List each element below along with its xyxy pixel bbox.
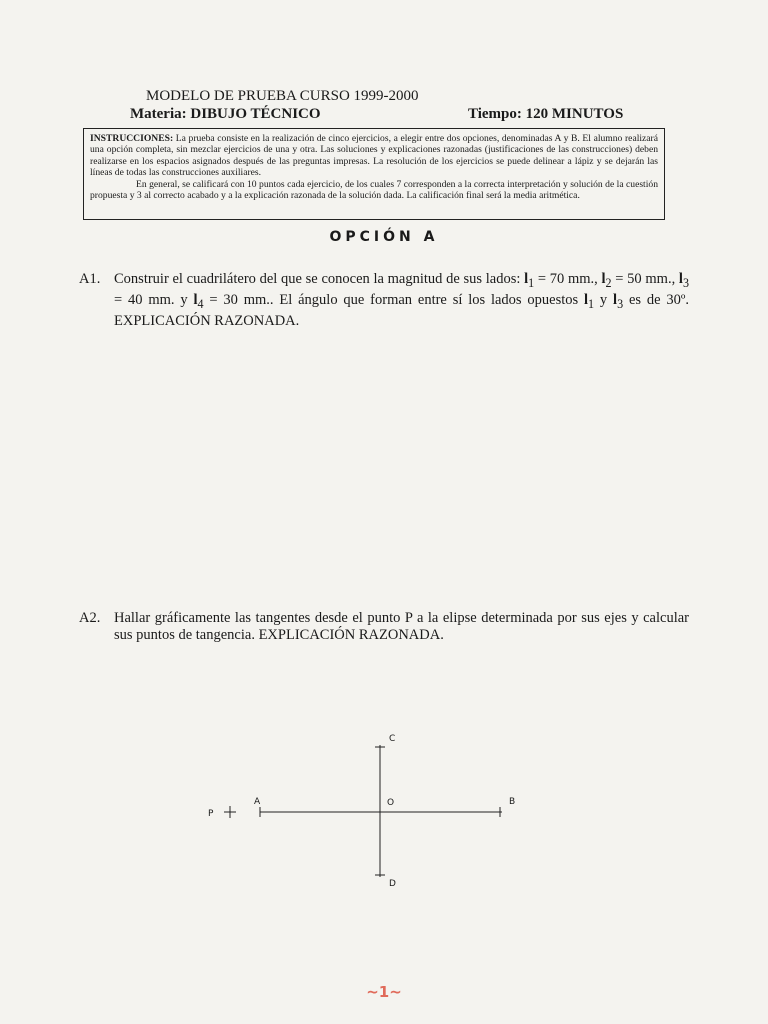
page-number: ~1~ <box>366 983 402 1001</box>
label-o: O <box>387 798 395 808</box>
side-symbol: l <box>193 291 198 308</box>
question-text <box>114 271 689 330</box>
point-p-label: P <box>208 809 214 819</box>
instructions-paragraph-1 <box>90 133 658 179</box>
question-a1 <box>79 271 689 331</box>
instructions-label: INSTRUCCIONES: <box>90 133 174 144</box>
label-b: B <box>509 797 516 807</box>
text-segment: y <box>594 291 614 308</box>
question-text: Hallar gráficamente las tangentes desde el punto P a la elipse determinada por sus ejes y calcular sus puntos de tangencia. EXPLICACIÓN RAZONADA. <box>114 610 689 643</box>
question-number: A2. <box>79 610 101 626</box>
text-segment: = 40 mm. y <box>114 291 194 308</box>
option-heading: OPCIÓN A <box>329 229 439 245</box>
instructions-paragraph-2: En general, se calificará con 10 puntos cada ejercicio, de los cuales 7 corresponden a la correcta interpretación y solución de la cuestión propuesta y 3 al correcto acabado y a la explicación razonada de la solución dada. La calificación final será la media aritmética. <box>90 178 658 202</box>
question-number: A1. <box>79 271 101 287</box>
text-segment: Construir el cuadrilátero del que se conocen la magnitud de sus lados: <box>114 271 525 287</box>
question-a2 <box>79 610 689 650</box>
side-symbol: l <box>601 271 606 287</box>
side-index: 1 <box>588 296 595 311</box>
text-segment: = 30 mm.. El ángulo que forman entre sí los lados opuestos <box>203 291 585 308</box>
text-segment: = 50 mm., <box>611 271 679 287</box>
side-symbol: l <box>613 291 618 308</box>
label-a: A <box>254 797 261 807</box>
side-index: 1 <box>528 275 535 290</box>
instructions-box <box>83 128 665 220</box>
side-symbol: l <box>524 271 529 287</box>
subject-line: Materia: DIBUJO TÉCNICO <box>130 106 321 122</box>
ellipse-axes-figure <box>190 725 530 895</box>
exam-title: MODELO DE PRUEBA CURSO 1999-2000 <box>146 88 419 104</box>
side-index: 4 <box>197 296 204 311</box>
instructions-text-1: La prueba consiste en la realización de cinco ejercicios, a elegir entre dos opciones, denominadas A y B. El alumno realizará una opción completa, sin mezclar ejercicios de una y otra. Las soluciones y explicaciones razonadas (justificaciones de las construcciones) deben realizarse en los espacios asignados después de las preguntas impresas. La resolución de los ejercicios se puede delinear a lápiz y se dejarán las líneas de todas las construcciones auxiliares. <box>90 133 658 179</box>
time-limit: Tiempo: 120 MINUTOS <box>468 106 624 122</box>
text-segment: es de 30º. EXPLICACIÓN RAZONADA. <box>114 291 690 329</box>
label-c: C <box>389 734 396 744</box>
label-d: D <box>389 879 396 889</box>
side-index: 3 <box>682 275 689 290</box>
side-symbol: l <box>584 291 589 308</box>
side-index: 3 <box>617 296 624 311</box>
text-segment: = 70 mm., <box>534 271 602 287</box>
side-symbol: l <box>678 271 683 287</box>
side-index: 2 <box>605 275 612 290</box>
